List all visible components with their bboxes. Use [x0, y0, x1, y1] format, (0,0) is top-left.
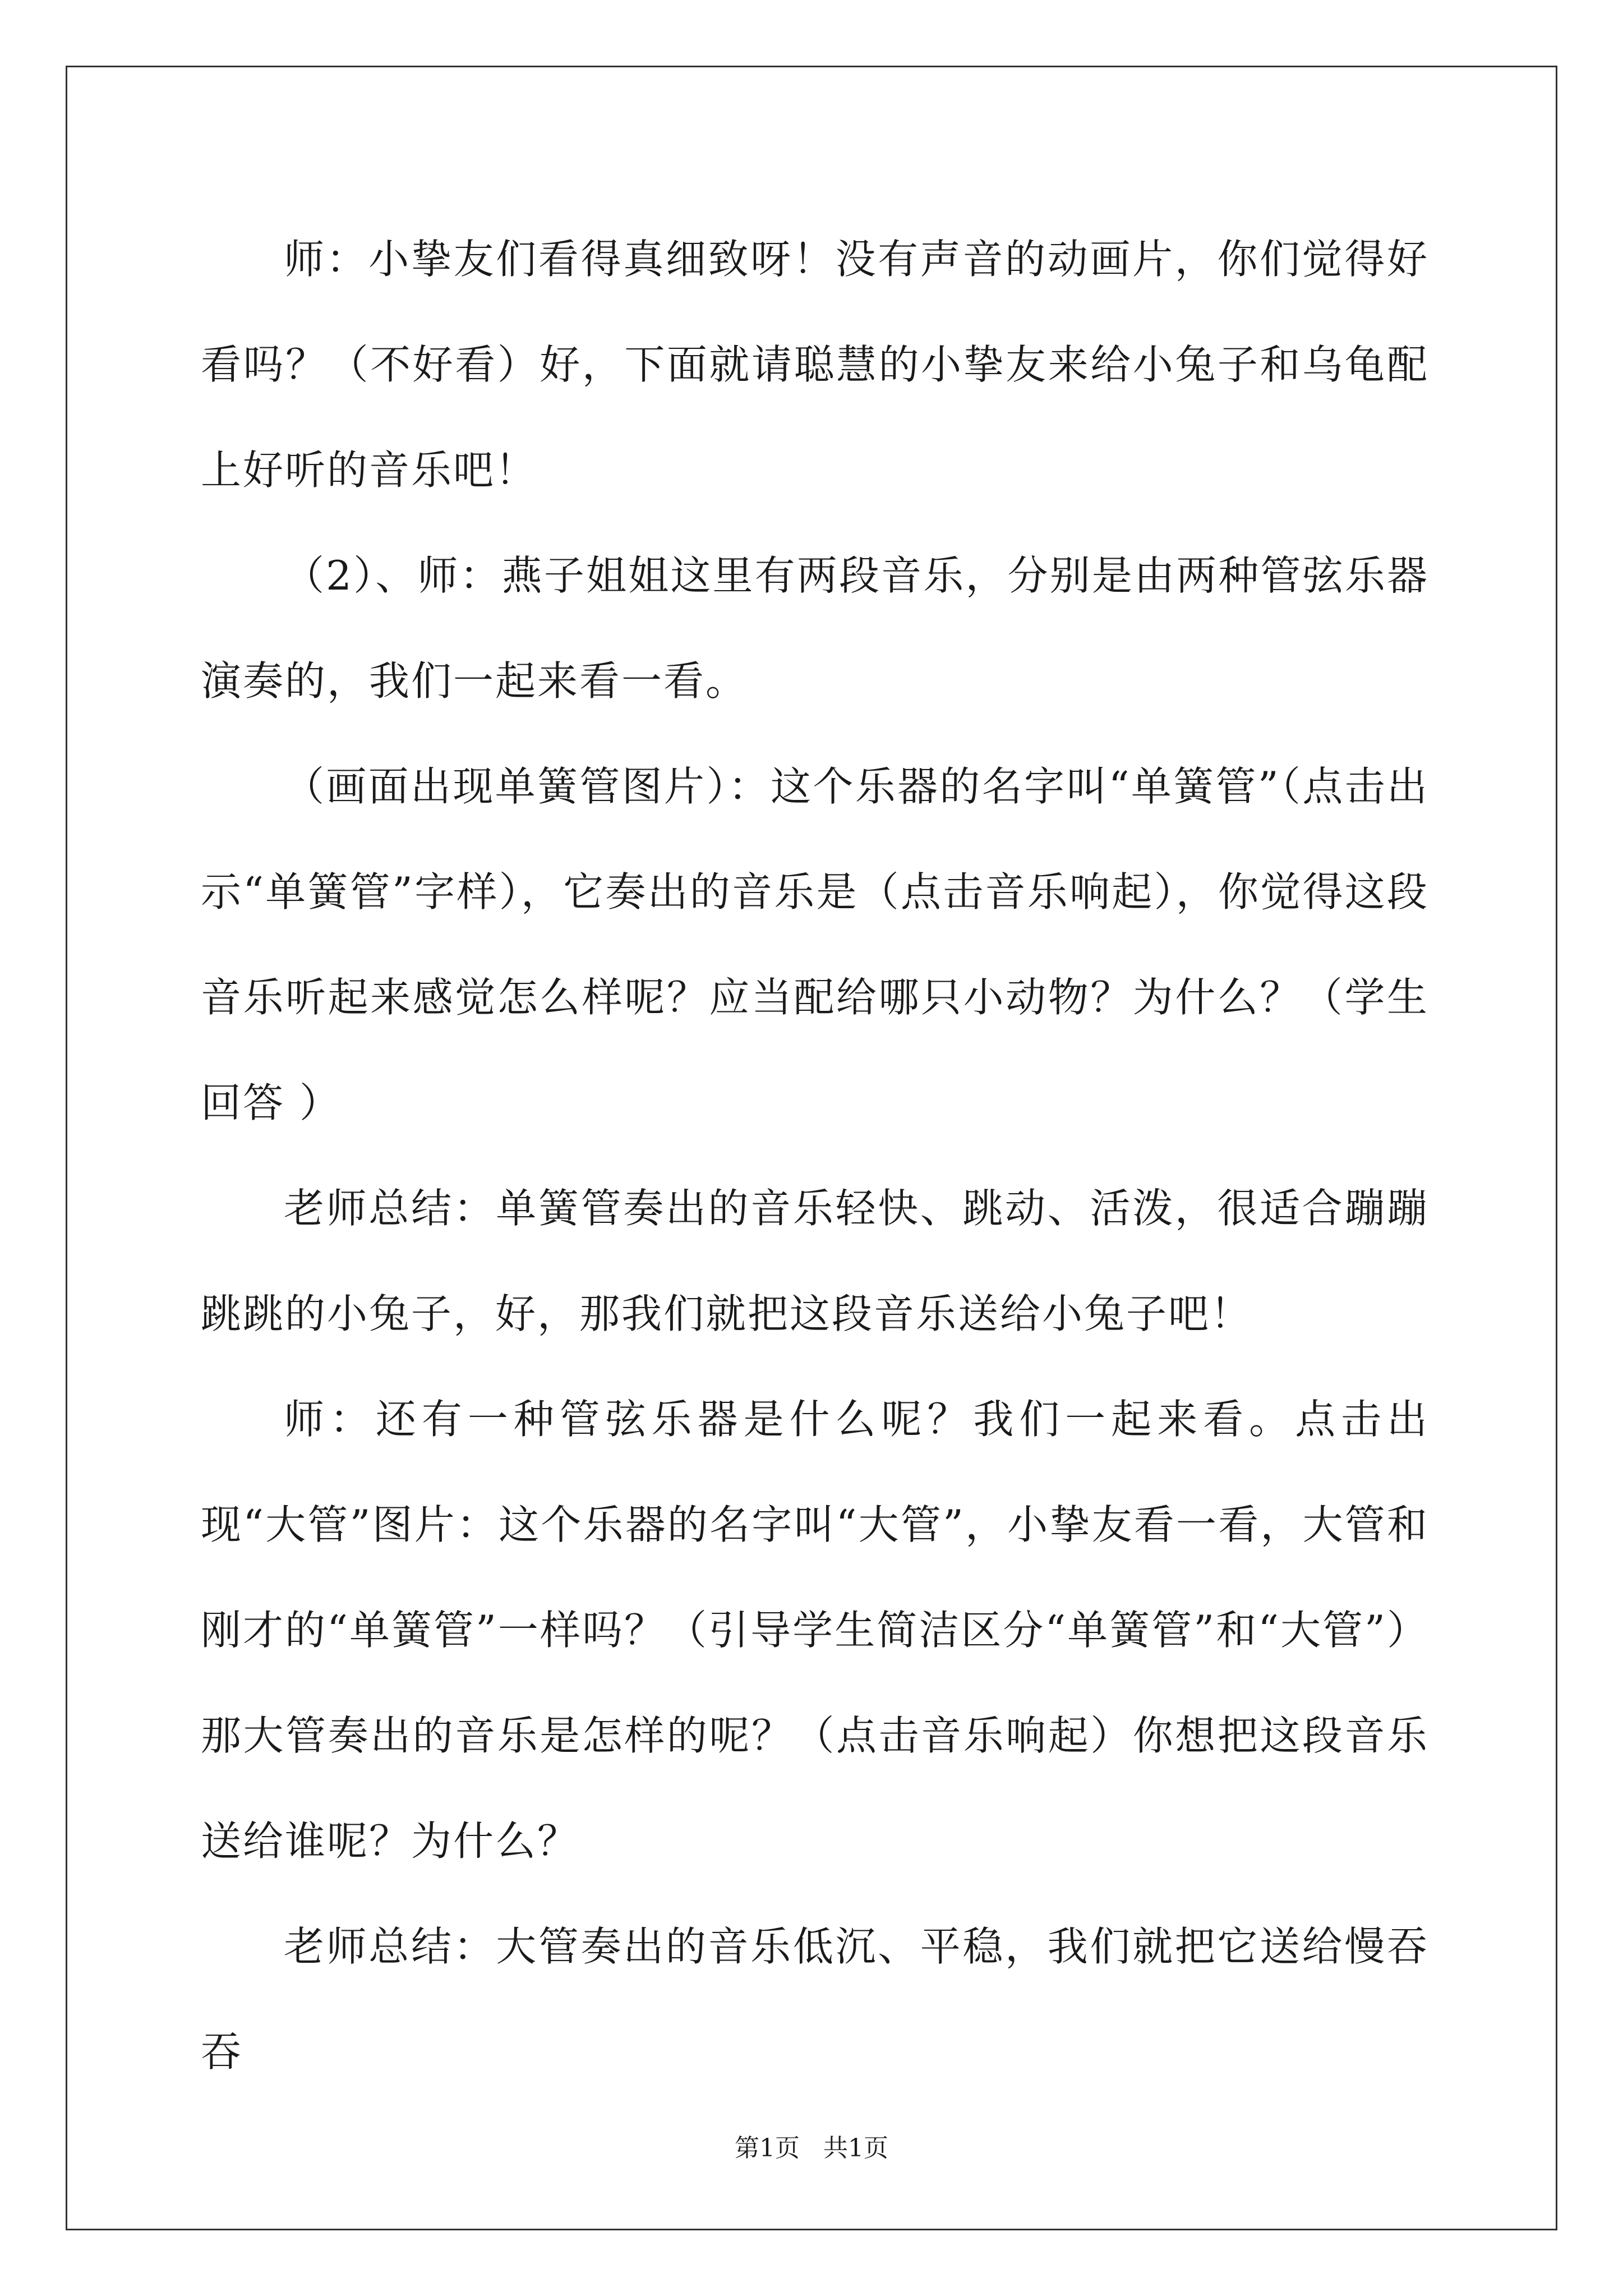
- page-number-total: 共1页: [823, 2134, 888, 2162]
- paragraph-1: 师：小挚友们看得真细致呀！没有声音的动画片，你们觉得好看吗？（不好看）好，下面就请聪慧的小挚友来给小兔子和乌龟配上好听的音乐吧！: [201, 236, 1429, 494]
- paragraph-4: 老师总结：单簧管奏出的音乐轻快、跳动、活泼，很适合蹦蹦跳跳的小兔子，好，那我们就把这段音乐送给小兔子吧！: [201, 1185, 1429, 1337]
- paragraph-3: （画面出现单簧管图片）：这个乐器的名字叫“单簧管”（点击出示“单簧管”字样），它奏出的音乐是（点击音乐响起），你觉得这段音乐听起来感觉怎么样呢？应当配给哪只小动物？为什么？（学生回答 ）: [201, 763, 1429, 1126]
- document-body: [201, 206, 1429, 2105]
- paragraph-5: 师：还有一种管弦乐器是什么呢？我们一起来看。点击出现“大管”图片：这个乐器的名字叫“大管”，小挚友看一看，大管和刚才的“单簧管”一样吗？（引导学生简洁区分“单簧管”和“大管”）那大管奏出的音乐是怎样的呢？（点击音乐响起）你想把这段音乐送给谁呢？为什么？: [201, 1396, 1429, 1865]
- paragraph-2: （2）、师：燕子姐姐这里有两段音乐，分别是由两种管弦乐器演奏的，我们一起来看一看。: [201, 552, 1429, 705]
- paragraph-6: 老师总结：大管奏出的音乐低沉、平稳，我们就把它送给慢吞吞: [201, 1923, 1429, 2076]
- page-footer: [0, 2132, 1623, 2165]
- page-number-current: 第1页: [735, 2134, 800, 2162]
